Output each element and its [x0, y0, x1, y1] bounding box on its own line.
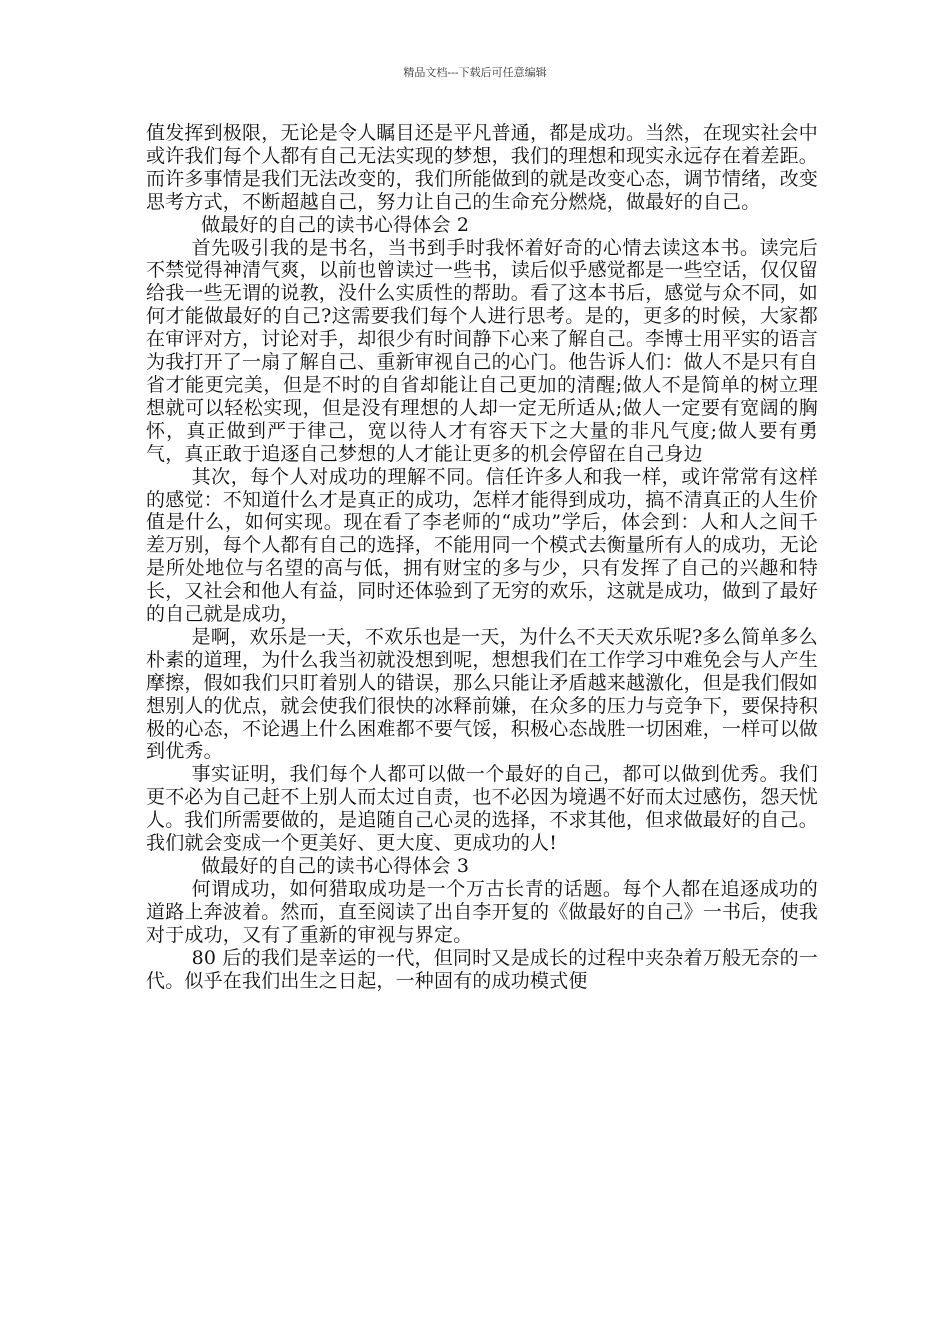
paragraph-book-title: 首先吸引我的是书名，当书到手时我怀着好奇的心情去读这本书。读完后不禁觉得神清气爽，以前也曾读过一些书，读后似乎感觉都是一些空话，仅仅留给我一些无谓的说教，没什么实质性的帮助。看了这本书后，感觉与众不同，如何才能做最好的自己?这需要我们每个人进行思考。是的，更多的时候，大家都在审评对方，讨论对手，却很少有时间静下心来了解自己。李博士用平实的语言为我打开了一扇了解自己、重新审视自己的心门。他告诉人们：做人不是只有自省才能更完美，但是不时的自省却能让自己更加的清醒;做人不是简单的树立理想就可以轻松实现，但是没有理想的人却一定无所适从;做人一定要有宽阔的胸怀，真正做到严于律己，宽以待人才有容天下之大量的非凡气度;做人要有勇气，真正敢于追逐自己梦想的人才能让更多的机会停留在自己身边	[146, 236, 819, 465]
page-header: 精品文档---下载后可任意编辑	[403, 66, 547, 79]
paragraph-success-understanding: 其次，每个人对成功的理解不同。信任许多人和我一样，或许常常有这样的感觉：不知道什么才是真正的成功，怎样才能得到成功，搞不清真正的人生价值是什么，如何实现。现在看了李老师的“成功”学后，体会到：人和人之间千差万别，每个人都有自己的选择，不能用同一个模式去衡量所有人的成功，无论是所处地位与名望的高与低，拥有财宝的多与少，只有发挥了自己的兴趣和特长，又社会和他人有益，同时还体验到了无穷的欢乐，这就是成功，做到了最好的自己就是成功，	[146, 465, 819, 626]
paragraph-what-is-success: 何谓成功，如何猎取成功是一个万古长青的话题。每个人都在追逐成功的道路上奔波着。然而，直至阅读了出自李开复的《做最好的自己》一书后，使我对于成功，又有了重新的审视与界定。	[146, 877, 819, 946]
section-heading-3: 做最好的自己的读书心得体会 3	[201, 855, 470, 877]
paragraph-continuation: 值发挥到极限，无论是令人瞩目还是平凡普通，都是成功。当然，在现实社会中或许我们每个人都有自己无法实现的梦想，我们的理想和现实永远存在着差距。而许多事情是我们无法改变的，我们所能做到的就是改变心态，调节情绪，改变思考方式，不断超越自己，努力让自己的生命充分燃烧，做最好的自己。	[146, 122, 819, 213]
paragraph-facts-prove: 事实证明，我们每个人都可以做一个最好的自己，都可以做到优秀。我们更不必为自己赶不上别人而太过自责，也不必因为境遇不好而太过感伤，怨天忧人。我们所需要做的，是追随自己心灵的选择，不求其他，但求做最好的自己。我们就会变成一个更美好、更大度、更成功的人!	[146, 763, 819, 855]
section-heading-2: 做最好的自己的读书心得体会 2	[201, 213, 470, 236]
document-body	[146, 122, 818, 992]
paragraph-happiness: 是啊，欢乐是一天，不欢乐也是一天，为什么不天天欢乐呢?多么简单多么朴素的道理，为什么我当初就没想到呢，想想我们在工作学习中难免会与人产生摩擦，假如我们只盯着别人的错误，那么只能让矛盾越来越激化，但是我们假如想别人的优点，就会使我们很快的冰释前嫌，在众多的压力与竞争下，要保持积极的心态，不论遇上什么困难都不要气馁，积极心态战胜一切困难，一样可以做到优秀。	[146, 625, 819, 763]
paragraph-80s-generation: 80 后的我们是幸运的一代，但同时又是成长的过程中夹杂着万般无奈的一代。似乎在我们出生之日起，一种固有的成功模式便	[146, 946, 818, 992]
